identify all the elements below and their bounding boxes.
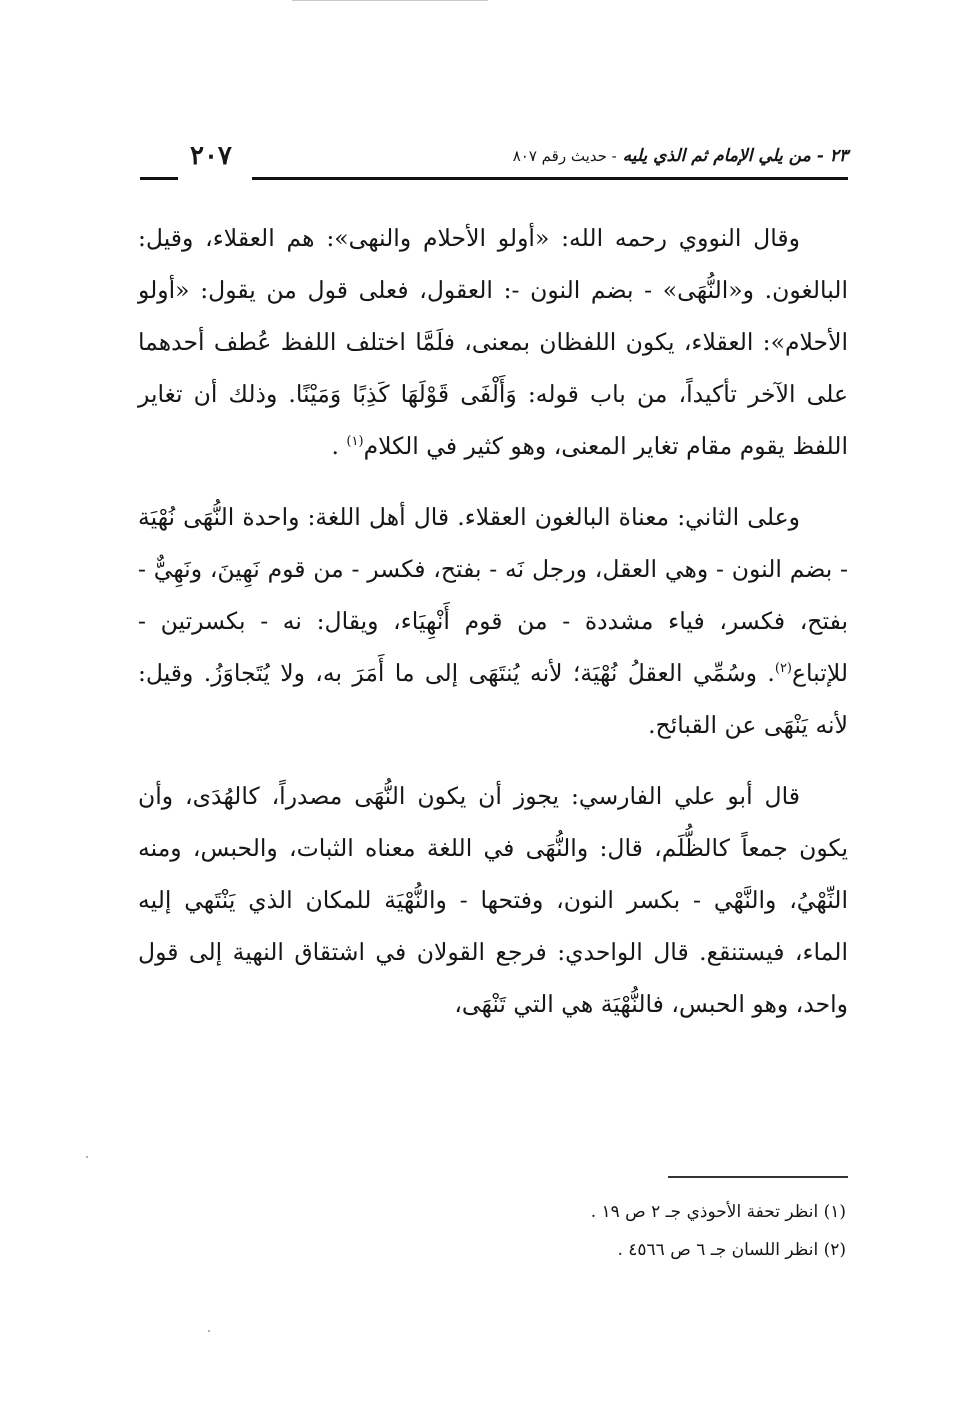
footnotes — [400, 1193, 846, 1269]
paragraph-1-text: وقال النووي رحمه الله: «أولو الأحلام والنهى»: هم العقلاء، وقيل: البالغون. و«النُّهَى» - بضم النون -: العقول، فعلى قول من يقول: «أولو الأحلام»: العقلاء، يكون اللفظان بمعنى، فلَمَّا اختلف اللفظ عُطف أحدهما على الآخر تأكيداً، من باب قوله: وَأَلْفَى قَوْلَهَا كَذِبًا وَمَيْنًا. وذلك أن تغاير اللفظ يقوم مقام تغاير المعنى، وهو كثير في الكلام — [138, 224, 848, 460]
paragraph-3-text: قال أبو علي الفارسي: يجوز أن يكون النُّهَى مصدراً، كالهُدَى، وأن يكون جمعاً كالظُّلَم، قال: والنُّهَى في اللغة معناه الثبات، والحبس، ومنه النِّهْيُ، والنَّهْي - بكسر النون، وفتحها - والنُّهْيَة للمكان الذي يَنْتَهي إليه الماء، فيستنقع. قال الواحدي: فرجع القولان في اشتقاق النهية إلى قول واحد، وهو الحبس، فالنُّهْيَة هي التي تَنْهَى، — [138, 782, 848, 1018]
scan-edge-line — [292, 0, 488, 1]
header-rule-left — [140, 177, 178, 180]
footnote-1: (١) انظر تحفة الأحوذي جـ ٢ ص ١٩ . — [590, 1202, 846, 1222]
hadith-reference: حديث رقم ٨٠٧ — [512, 147, 607, 165]
header-rule — [252, 177, 848, 180]
paragraph-3 — [138, 770, 848, 1030]
scan-speck — [86, 1156, 88, 1158]
page-header — [140, 140, 848, 186]
chapter-title: ٢٣ - من يلي الإمام ثم الذي يليه — [622, 146, 848, 166]
scan-speck — [208, 1330, 210, 1332]
page-number: ٢٠٧ — [190, 141, 232, 171]
running-head — [513, 146, 848, 166]
paragraph-1-end: . — [331, 432, 347, 460]
footnote-divider — [668, 1176, 848, 1178]
body-text — [138, 212, 848, 1049]
hadith-separator: - — [606, 147, 617, 165]
paragraph-2 — [138, 491, 848, 751]
paragraph-2-end: . وسُمِّي العقلُ نُهْيَة؛ لأنه يُنتَهَى إلى ما أَمَرَ به، ولا يُتَجاوَزُ. وقيل: لأنه يَنْهَى عن القبائح. — [138, 659, 848, 739]
paragraph-2-text: وعلى الثاني: معناة البالغون العقلاء. قال أهل اللغة: واحدة النُّهَى نُهْيَة - بضم النون - وهي العقل، ورجل نَه - بفتح، فكسر - من قوم نَهِينَ، ونَهِيٌّ - بفتح، فكسر، فياء مشددة - من قوم أَنْهِيَاء، ويقال: نه - بكسرتين - للإتباع — [138, 503, 848, 687]
footnote-ref-2[interactable]: (٢) — [774, 661, 792, 677]
paragraph-1 — [138, 212, 848, 472]
footnote-ref-1[interactable]: (١) — [346, 434, 364, 450]
footnote-2: (٢) انظر اللسان جـ ٦ ص ٤٥٦٦ . — [617, 1240, 846, 1260]
